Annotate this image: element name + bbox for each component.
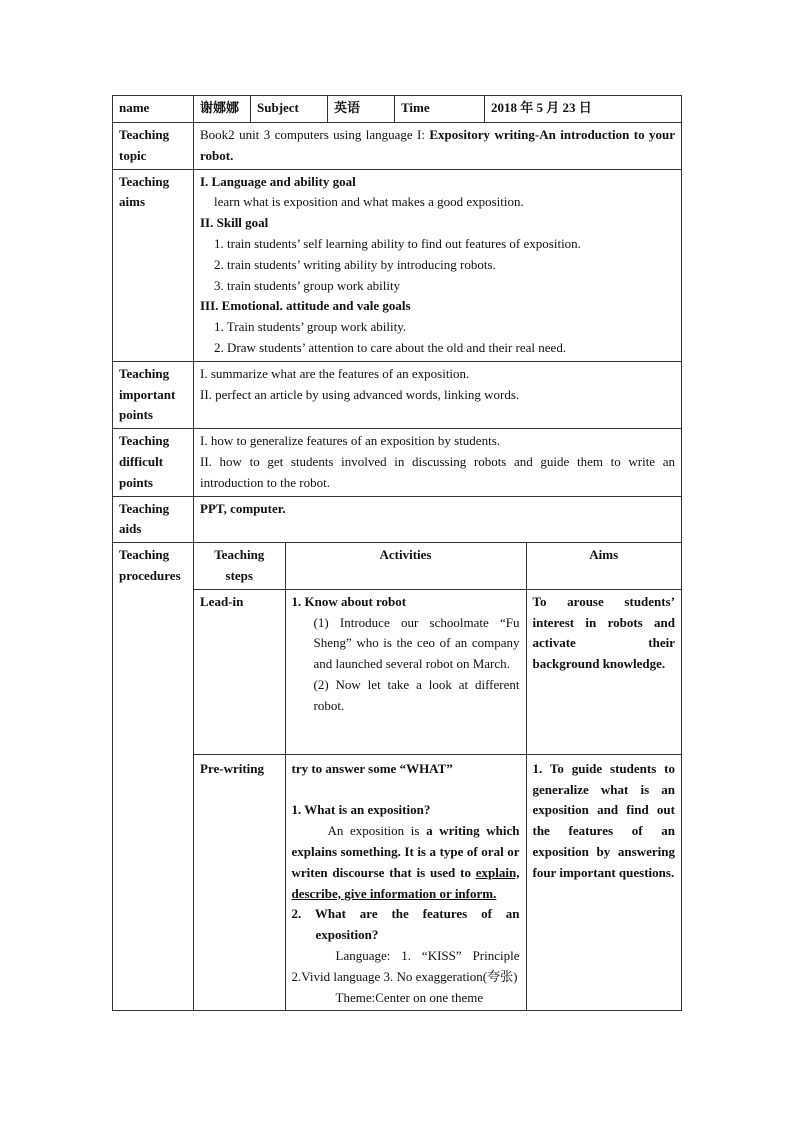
prewriting-row — [194, 754, 681, 1010]
leadin-title: 1. Know about robot — [291, 593, 407, 609]
aids-label: Teaching aids — [113, 496, 194, 543]
prewriting-q2: 2. What are the features of an exposition? — [291, 906, 520, 943]
time-value: 2018 年 5 月 23 日 — [485, 96, 682, 123]
col-steps-header: Teaching steps — [194, 543, 285, 589]
important-line: II. perfect an article by using advanced words, linking words. — [200, 386, 520, 402]
prewriting-lang: Language: 1. “KISS” Principle 2.Vivid language 3. No exaggeration(夸张) — [291, 947, 520, 984]
difficult-row — [113, 429, 682, 496]
difficult-line: II. how to get students involved in discussing robots and guide them to write an introduction to the robot. — [200, 453, 675, 490]
topic-plain: Book2 unit 3 computers using language I: — [200, 127, 430, 142]
aims-item: 2. Draw students’ attention to care about the old and their real need. — [214, 339, 567, 355]
leadin-activities — [285, 589, 526, 754]
procedure-table — [194, 543, 681, 1010]
topic-row — [113, 123, 682, 170]
aims-heading-2: II. Skill goal — [200, 215, 269, 231]
leadin-step: Lead-in — [194, 589, 285, 754]
important-content — [194, 361, 682, 428]
difficult-label: Teaching difficult points — [113, 429, 194, 496]
aims-label: Teaching aims — [113, 169, 194, 361]
important-label: Teaching important points — [113, 361, 194, 428]
leadin-aim: To arouse students’ interest in robots and activate their background knowledge. — [526, 589, 681, 754]
procedure-label: Teaching procedures — [113, 543, 194, 1011]
prewriting-a1 — [292, 821, 520, 904]
prewriting-activities — [285, 754, 526, 1010]
procedure-content — [194, 543, 682, 1011]
aims-text-1: learn what is exposition and what makes a good exposition. — [214, 194, 524, 210]
procedure-row — [113, 543, 682, 1011]
aims-item: 1. Train students’ group work ability. — [214, 319, 407, 335]
subject-value: 英语 — [328, 96, 395, 123]
topic-bold: Expository writing-An introduction to your robot. — [200, 127, 675, 163]
prewriting-a1-plain: An exposition is — [327, 823, 427, 839]
prewriting-step: Pre-writing — [194, 754, 285, 1010]
aims-heading-3: III. Emotional. attitude and vale goals — [200, 298, 411, 314]
important-line: I. summarize what are the features of an exposition. — [200, 365, 470, 381]
procedure-header-row — [194, 543, 681, 589]
col-activities-header: Activities — [285, 543, 526, 589]
topic-label: Teaching topic — [113, 123, 194, 170]
prewriting-q1: 1. What is an exposition? — [291, 802, 431, 818]
prewriting-a1-bold: a writing which explains something. It is a type of oral or writen discourse that is used to — [291, 823, 520, 880]
name-label: name — [113, 96, 194, 123]
header-row — [113, 96, 682, 123]
aids-row — [113, 496, 682, 543]
prewriting-a1-underline: explain, describe, give information or inform. — [291, 864, 520, 901]
lesson-plan-table — [112, 95, 682, 1011]
lesson-plan — [112, 95, 681, 1011]
time-label: Time — [395, 96, 485, 123]
topic-value — [194, 123, 682, 170]
important-row — [113, 361, 682, 428]
aims-heading-1: I. Language and ability goal — [200, 173, 356, 189]
col-aims-header: Aims — [526, 543, 681, 589]
aims-row — [113, 169, 682, 361]
leadin-row — [194, 589, 681, 754]
prewriting-theme: Theme:Center on one theme — [335, 989, 484, 1005]
subject-label: Subject — [251, 96, 328, 123]
difficult-content — [194, 429, 682, 496]
aims-item: 3. train students’ group work ability — [214, 277, 401, 293]
aids-value: PPT, computer. — [194, 496, 682, 543]
leadin-p2: (2) Now let take a look at different robot. — [313, 676, 520, 713]
name-value: 谢娜娜 — [194, 96, 251, 123]
aims-content — [194, 169, 682, 361]
prewriting-aim: 1. To guide students to generalize what is an exposition and find out the features of an exposition by answering four important questions. — [526, 754, 681, 1010]
difficult-line: I. how to generalize features of an exposition by students. — [200, 433, 500, 449]
leadin-p1: (1) Introduce our schoolmate “Fu Sheng” who is the ceo of an company and launched several robot on March. — [313, 614, 520, 672]
aims-item: 1. train students’ self learning ability to find out features of exposition. — [214, 235, 581, 251]
prewriting-title: try to answer some “WHAT” — [291, 760, 453, 776]
aims-item: 2. train students’ writing ability by introducing robots. — [214, 256, 496, 272]
